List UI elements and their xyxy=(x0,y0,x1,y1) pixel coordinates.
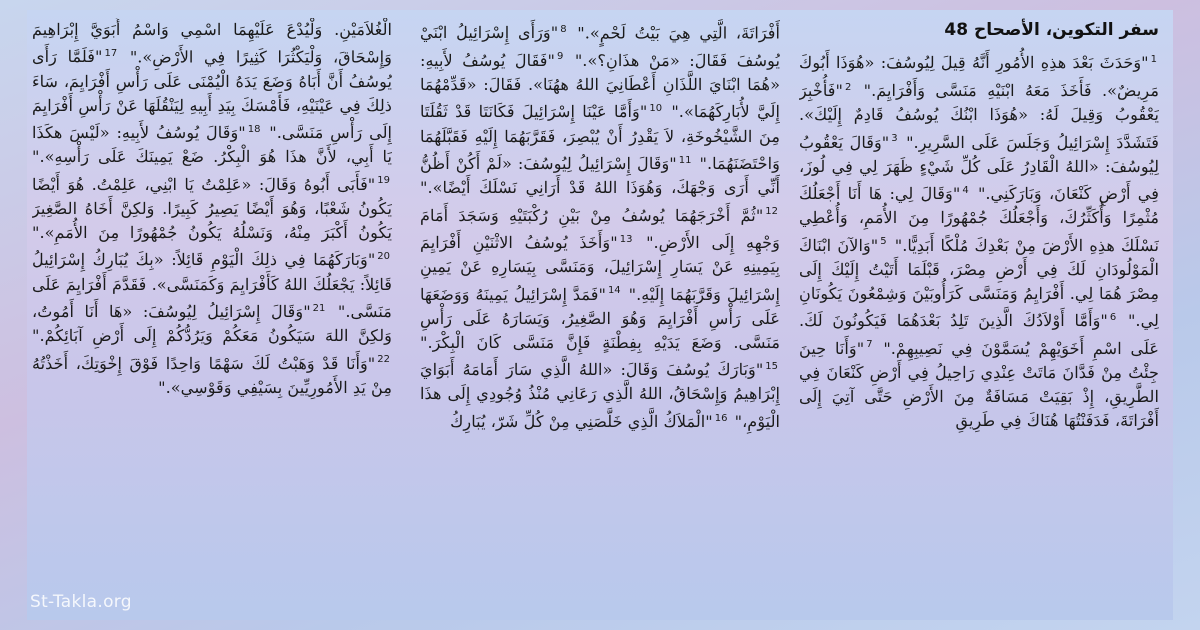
verse-text: "فَأَبَى أَبُوهُ وَقَالَ: «عَلِمْتُ يَا ابْنِي، عَلِمْتُ. هُوَ أَيْضًا يَكُونُ شَعْبًا، وَهُوَ أَيْضًا يَصِيرُ كَبِيرًا. وَلكِنَّ أَخَاهُ الصَّغِيرَ يَكُونُ أَكْبَرَ مِنْهُ، وَنَسْلُهُ يَكُونُ جُمْهُورًا مِنَ الأُمَمِ»." xyxy=(32,174,392,242)
verse-number: 2 xyxy=(844,81,852,93)
verses-right xyxy=(799,48,1159,433)
verse-text: "فَقَالَ يُوسُفُ لأَبِيهِ: «هُمَا ابْنَايَ اللَّذَانِ أَعْطَانِيَ اللهُ ههُنَا». فَقَالَ: «قَدِّمْهُمَا إِلَيَّ لأُبَارِكَهُمَا»." xyxy=(420,50,780,122)
chapter-title: سفر التكوين، الأصحاح 48 xyxy=(944,20,1159,40)
verse xyxy=(799,53,1159,99)
verse-text: "ثُمَّ أَخْرَجَهُمَا يُوسُفُ مِنْ بَيْنِ رُكْبَتَيْهِ وَسَجَدَ أَمَامَ وَجْهِهِ إِلَى الأَرْضِ." xyxy=(420,205,780,253)
verse-text: "وَبَارَكَ يُوسُفَ وَقَالَ: «اللهُ الَّذِي سَارَ أَمَامَهُ أَبَوَايَ إِبْرَاهِيمُ وَإِسْحَاقُ، اللهُ الَّذِي رَعَانِي مُنْذُ وُجُودِي إِلَى هذَا الْيَوْمِ،" xyxy=(420,360,780,431)
verse-number: 22 xyxy=(377,354,390,366)
verse-text: "الْمَلاَكُ الَّذِي خَلَّصَنِي مِنْ كُلِّ شَرّ، يُبَارِكُ xyxy=(450,411,713,431)
verse-number: 20 xyxy=(377,251,390,263)
verse-text: "وَأَمَّا عَيْنَا إِسْرَائِيلَ فَكَانَتَا قَدْ ثَقُلَتَا مِنَ الشَّيْخُوخَةِ، لاَ يَقْدِرُ أَنْ يُبْصِرَ، فَقَرَّبَهُمَا إِلَيْهِ فَقَبَّلَهُمَا وَاحْتَضَنَهُمَا." xyxy=(420,102,780,174)
verse-text: "وَقَالَ لِي: هَا أَنَا أَجْعَلُكَ مُثْمِرًا وَأُكَثِّرُكَ، وَأَجْعَلُكَ جُمْهُورًا مِنَ الأُمَمِ، وَأُعْطِي نَسْلَكَ هذِهِ الأَرْضَ مِنْ بَعْدِكَ مُلْكًا أَبَدِيًّا." xyxy=(799,184,1159,255)
verse-number: 6 xyxy=(1109,311,1117,323)
verses-left xyxy=(32,18,392,400)
verse-number: 4 xyxy=(962,184,969,196)
text-panel xyxy=(27,10,1173,620)
verse-text: "فَلَمَّا رَأَى يُوسُفُ أَنَّ أَبَاهُ وَضَعَ يَدَهُ الْيُمْنَى عَلَى رَأْسِ أَفْرَايِمَ، سَاءَ ذلِكَ فِي عَيْنَيْهِ، فَأَمْسَكَ بِيَدِ أَبِيهِ لِيَنْقُلَهَا عَنْ رَأْسِ أَفْرَايِمَ إِلَى رَأْسِ مَنَسَّى." xyxy=(32,47,392,143)
verse xyxy=(569,23,780,42)
verse-text: "وَحَدَثَ بَعْدَ هذِهِ الأُمُورِ أَنَّهُ قِيلَ لِيُوسُفَ: «هُوَذَا أَبُوكَ مَرِيضٌ». فَأَخَذَ مَعَهُ ابْنَيْهِ مَنَسَّى وَأَفْرَايِمَ." xyxy=(799,53,1159,100)
verses-middle xyxy=(420,18,780,434)
verse-number: 19 xyxy=(377,175,390,187)
verse-text: "وَأَنَا قَدْ وَهَبْتُ لَكَ سَهْمًا وَاحِدًا فَوْقَ إِخْوَتِكَ، أَخَذْتُهُ مِنْ يَدِ الأَمُورِيِّينَ بِسَيْفِي وَقَوْسِي»." xyxy=(32,353,392,397)
verse-text: "وَبَارَكَهُمَا فِي ذلِكَ الْيَوْمِ قَائِلاً: «بِكَ يُبَارِكُ إِسْرَائِيلُ قَائِلاً: يَجْعَلُكَ اللهُ كَأَفْرَايِمَ وَكَمَنَسَّى». فَقَدَّمَ أَفْرَايِمَ عَلَى مَنَسَّى." xyxy=(32,250,392,321)
verse-text: "وَقَالَ إِسْرَائِيلُ لِيُوسُفَ: «لَمْ أَكُنْ أَظُنُّ أَنِّي أَرَى وَجْهَكَ، وَهُوَذَا اللهُ قَدْ أَرَانِي نَسْلَكَ أَيْضًا»." xyxy=(420,154,780,198)
verse-text: "وَقَالَ يَعْقُوبُ لِيُوسُفَ: «اللهُ الْقَادِرُ عَلَى كُلِّ شَيْءٍ ظَهَرَ لِي فِي لُوزَ، فِي أَرْضِ كَنْعَانَ، وَبَارَكَنِي." xyxy=(799,132,1159,204)
verse-text: "وَقَالَ إِسْرَائِيلُ لِيُوسُفَ: «هَا أَنَا أَمُوتُ، وَلكِنَّ اللهَ سَيَكُونُ مَعَكُمْ وَيَرُدُّكُمْ إِلَى أَرْضِ آبَائِكُمْ." xyxy=(32,301,392,346)
verse-text: "وَأَخَذَ يُوسُفُ الاثْنَيْنِ أَفْرَايِمَ بِيَمِينِهِ عَنْ يَسَارِ إِسْرَائِيلَ، وَمَنَسَّى بِيَسَارِهِ عَنْ يَمِينِ إِسْرَائِيلَ وَقَرَّبَهُمَا إِلَيْهِ." xyxy=(420,233,780,304)
verse-number: 13 xyxy=(619,233,633,245)
verse-text: "فَأُخْبِرَ يَعْقُوبُ وَقِيلَ لَهُ: «هُوَذَا ابْنُكَ يُوسُفُ قَادِمٌ إِلَيْكَ». فَتَشَدَّدَ إِسْرَائِيلُ وَجَلَسَ عَلَى السَّرِيرِ." xyxy=(799,80,1159,152)
verse-text: "وَرَأَى إِسْرَائِيلُ ابْنَيْ يُوسُفَ فَقَالَ: «مَنْ هذَانِ؟»." xyxy=(420,23,780,70)
verse xyxy=(32,175,392,242)
verse-number: 1 xyxy=(1150,54,1157,66)
column-left xyxy=(32,18,392,618)
verse xyxy=(32,354,392,397)
column-right xyxy=(799,18,1159,618)
verse-number: 16 xyxy=(714,412,728,424)
verse-number: 11 xyxy=(678,154,692,166)
verse xyxy=(450,412,729,431)
column-middle xyxy=(420,18,780,618)
verse-number: 12 xyxy=(765,206,778,218)
verse-text: "وَقَالَ يُوسُفُ لأَبِيهِ: «لَيْسَ هكَذَا يَا أَبِي، لأَنَّ هذَا هُوَ الْبِكْرُ. ضَعْ يَمِينَكَ عَلَى رَأْسِهِ»." xyxy=(32,123,392,167)
verse-number: 18 xyxy=(247,123,261,135)
site-watermark: St-Takla.org xyxy=(30,592,132,612)
verse-text: "فَمَدَّ إِسْرَائِيلُ يَمِينَهُ وَوَضَعَهَا عَلَى رَأْسِ أَفْرَايِمَ وَهُوَ الصَّغِيرُ، وَيَسَارَهُ عَلَى رَأْسِ مَنَسَّى. وَضَعَ يَدَيْهِ بِفِطْنَةٍ فَإِنَّ مَنَسَّى كَانَ الْبِكْرَ." xyxy=(420,284,780,352)
verse-number: 8 xyxy=(560,24,567,35)
verse-number: 14 xyxy=(607,285,621,297)
verse-text: أَفْرَاتَةَ، الَّتِي هِيَ بَيْتُ لَحْمٍ»." xyxy=(568,23,780,43)
verse-text: "وَأَمَّا أَوْلاَدُكَ الَّذِينَ تَلِدُ بَعْدَهُمَا فَيَكُونُونَ لَكَ. عَلَى اسْمِ أَخَوَيْهِمْ يُسَمَّوْنَ فِي نَصِيبِهِمْ." xyxy=(799,311,1159,358)
verse-text: "وَالآنَ ابْنَاكَ الْمَوْلُودَانِ لَكَ فِي أَرْضِ مِصْرَ، قَبْلَمَا أَتَيْتُ إِلَيْكَ إِلَى مِصْرَ هُمَا لِي. أَفْرَايِمُ وَمَنَسَّى كَرَأُوبَيْنَ وَشِمْعُونَ يَكُونَانِ لِي." xyxy=(799,235,1159,331)
verse-number: 21 xyxy=(312,302,326,314)
verse-number: 3 xyxy=(891,133,898,145)
verse-number: 17 xyxy=(104,48,118,60)
verse-text: "وَأَنَا حِينَ جِئْتُ مِنْ فَدَّانَ مَاتَتْ عِنْدِي رَاحِيلُ فِي أَرْضِ كَنْعَانَ فِي الطَّرِيقِ، إِذْ بَقِيَتْ مَسَافَةٌ مِنَ الأَرْضِ حَتَّى آتِيَ إِلَى أَفْرَاتَةَ، فَدَفَنْتُهَا هُنَاكَ فِي طَرِيقِ xyxy=(799,338,1159,431)
verse-number: 9 xyxy=(557,51,564,63)
verse-number: 15 xyxy=(765,360,778,372)
verse-number: 5 xyxy=(880,236,887,248)
verse-number: 7 xyxy=(866,339,873,351)
verse-number: 10 xyxy=(649,103,663,115)
verse-text: الْغُلاَمَيْنِ. وَلْيُدْعَ عَلَيْهِمَا اسْمِي وَاسْمُ أَبَوَيَّ إِبْرَاهِيمَ وَإِسْحَاقَ، وَلْيَكْثُرَا كَثِيرًا فِي الأَرْضِ»." xyxy=(32,20,392,67)
